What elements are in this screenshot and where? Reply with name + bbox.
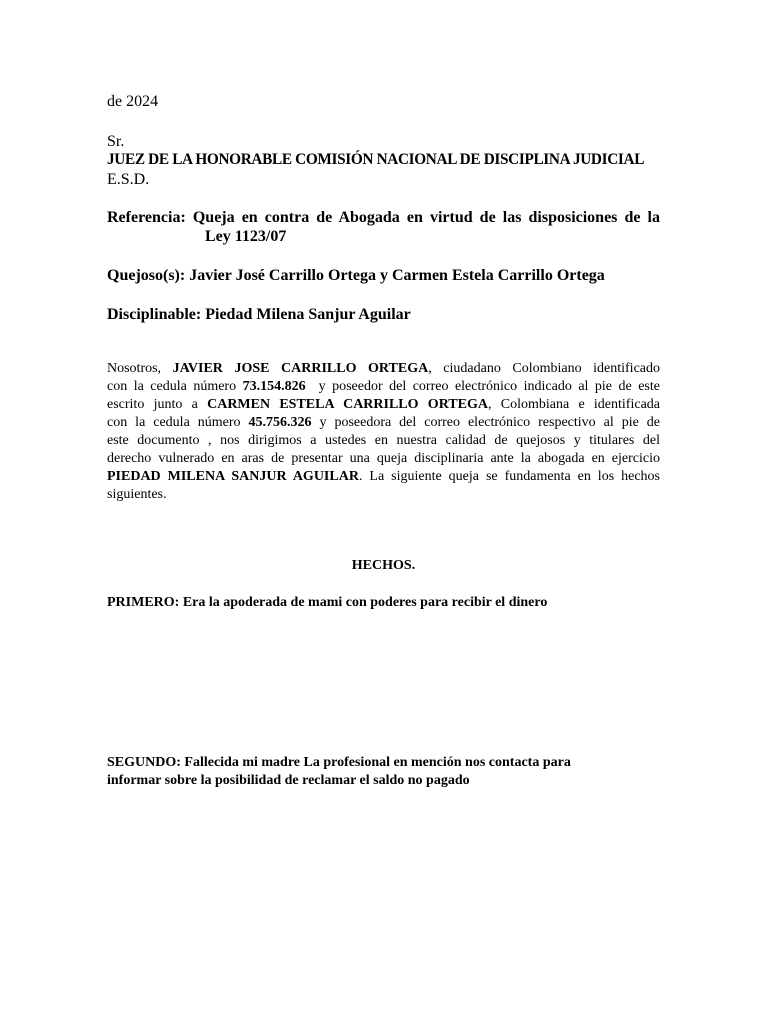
paragraph-line: derecho vulnerado en aras de presentar una queja disciplinaria ante la abogada en ejercicio bbox=[107, 451, 660, 466]
fact-first-label: PRIMERO: bbox=[107, 595, 180, 610]
text-run: . La siguiente queja se fundamenta en los hechos bbox=[358, 469, 660, 484]
paragraph-line bbox=[107, 396, 660, 414]
intro-paragraph bbox=[107, 360, 660, 504]
text-run: , ciudadano Colombiano identificado bbox=[428, 361, 660, 376]
addressee: JUEZ DE LA HONORABLE COMISIÓN NACIONAL DE DISCIPLINA JUDICIAL bbox=[107, 151, 645, 168]
esd-line: E.S.D. bbox=[107, 171, 150, 188]
paragraph-line bbox=[107, 378, 660, 396]
reference-line-2: Ley 1123/07 bbox=[205, 228, 287, 245]
text-run: escrito junto a bbox=[107, 397, 208, 412]
complainants-line: Quejoso(s): Javier José Carrillo Ortega y Carmen Estela Carrillo Ortega bbox=[107, 267, 605, 284]
paragraph-line bbox=[107, 414, 660, 432]
fact-first-text: Era la apoderada de mami con poderes para recibir el dinero bbox=[179, 595, 548, 610]
paragraph-line bbox=[107, 360, 660, 378]
paragraph-line bbox=[107, 468, 660, 486]
fact-second-label: SEGUNDO: bbox=[107, 755, 181, 770]
disciplinable-line: Disciplinable: Piedad Milena Sanjur Aguilar bbox=[107, 306, 411, 323]
lawyer-name: PIEDAD MILENA SANJUR AGUILAR bbox=[107, 469, 359, 484]
text-run: y poseedora del correo electrónico respectivo al pie de bbox=[311, 415, 660, 430]
complainant-name-1: JAVIER JOSE CARRILLO ORTEGA bbox=[172, 361, 429, 376]
complainant-name-2: CARMEN ESTELA CARRILLO ORTEGA bbox=[207, 397, 488, 412]
text-run: con la cedula número bbox=[107, 379, 243, 394]
text-run: , Colombiana e identificada bbox=[487, 397, 660, 412]
reference-line-1: Referencia: Queja en contra de Abogada en virtud de las disposiciones de la bbox=[107, 209, 660, 226]
fact-first bbox=[107, 594, 660, 612]
salutation: Sr. bbox=[107, 133, 125, 150]
fact-second-text-1: Fallecida mi madre La profesional en mención nos contacta para bbox=[180, 755, 571, 770]
text-run: con la cedula número bbox=[107, 415, 249, 430]
paragraph-line: siguientes. bbox=[107, 487, 167, 502]
facts-title: HECHOS. bbox=[351, 558, 416, 573]
paragraph-line: este documento , nos dirigimos a ustedes en nuestra calidad de quejosos y titulares del bbox=[107, 433, 660, 448]
id-number-2: 45.756.326 bbox=[248, 415, 312, 430]
fact-second bbox=[107, 754, 660, 790]
reference-block bbox=[107, 208, 660, 246]
text-run: Nosotros, bbox=[107, 361, 173, 376]
text-run: y poseedor del correo electrónico indicado al pie de este bbox=[305, 379, 660, 394]
id-number-1: 73.154.826 bbox=[242, 379, 306, 394]
date-line: de 2024 bbox=[107, 93, 159, 110]
fact-second-line-2: informar sobre la posibilidad de reclamar el saldo no pagado bbox=[107, 773, 470, 788]
fact-second-line-1 bbox=[107, 754, 660, 772]
